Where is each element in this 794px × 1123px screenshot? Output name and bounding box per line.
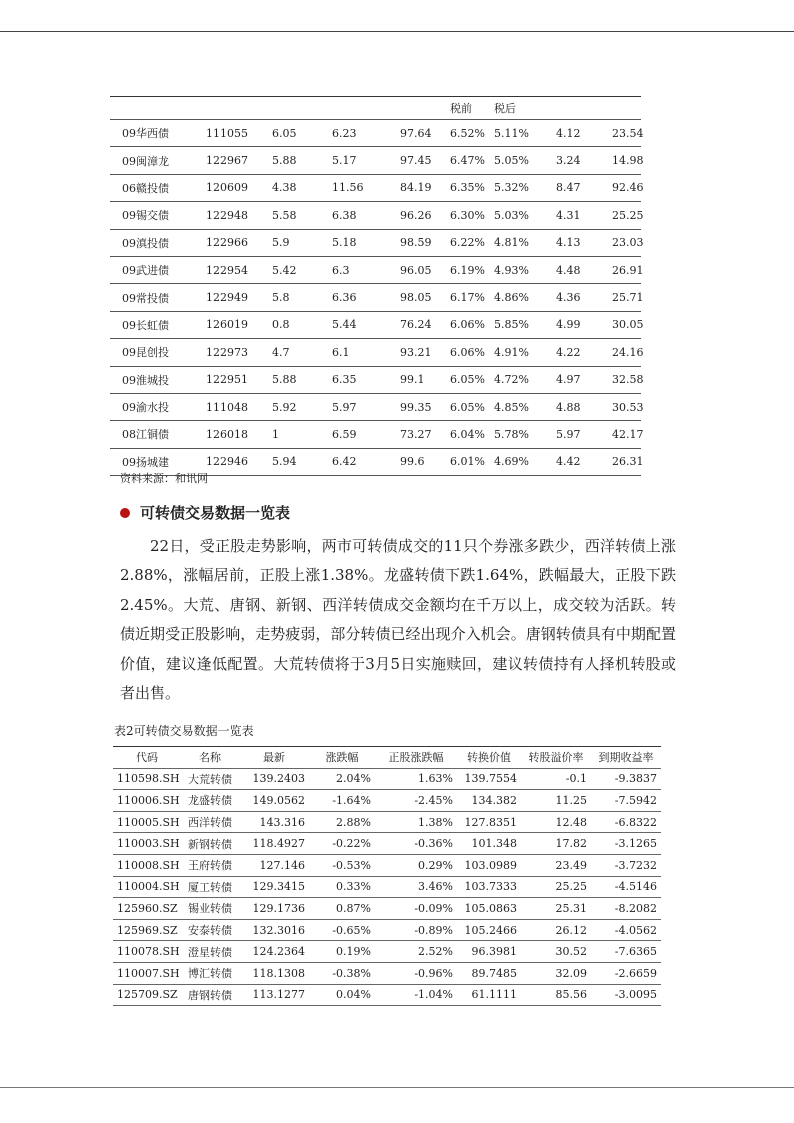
table-cell: 2.04% — [309, 768, 375, 790]
table-cell: 6.38 — [304, 202, 368, 229]
table-cell: 4.99 — [538, 311, 582, 338]
table-cell: 25.31 — [521, 898, 591, 920]
table-cell: 5.42 — [252, 256, 304, 283]
table-cell: 30.52 — [521, 941, 591, 963]
table-cell: 12.48 — [521, 811, 591, 833]
table-cell: 105.0863 — [457, 898, 521, 920]
table-cell: 6.23 — [304, 120, 368, 147]
table-cell: 6.1 — [304, 339, 368, 366]
table-cell: 26.12 — [521, 919, 591, 941]
table-cell: 134.382 — [457, 790, 521, 812]
table-cell: -2.6659 — [591, 962, 661, 984]
table-cell: 5.85% — [488, 311, 538, 338]
table-cell: 6.06% — [442, 311, 488, 338]
table-cell: 127.146 — [239, 854, 309, 876]
table-cell: 2.52% — [375, 941, 457, 963]
table-cell: 4.42 — [538, 448, 582, 475]
table-cell: 129.3415 — [239, 876, 309, 898]
table-cell: 澄星转债 — [181, 941, 239, 963]
table-cell — [582, 97, 641, 120]
table-cell: 08江铜债 — [110, 421, 186, 448]
table-cell: 0.33% — [309, 876, 375, 898]
table-cell: 89.7485 — [457, 962, 521, 984]
column-header: 涨跌幅 — [309, 747, 375, 769]
table-cell: 149.0562 — [239, 790, 309, 812]
table-cell: 4.31 — [538, 202, 582, 229]
table-cell: 6.05% — [442, 366, 488, 393]
table-cell: 09锡交债 — [110, 202, 186, 229]
table-cell: 1.63% — [375, 768, 457, 790]
table-cell: 6.05% — [442, 393, 488, 420]
table-cell: 110007.SH — [113, 962, 181, 984]
table-cell: 129.1736 — [239, 898, 309, 920]
table-cell: -0.65% — [309, 919, 375, 941]
table-cell: 76.24 — [368, 311, 442, 338]
table-cell: 122951 — [186, 366, 252, 393]
table-row — [110, 311, 641, 338]
column-header: 转股溢价率 — [521, 747, 591, 769]
table-cell: 97.64 — [368, 120, 442, 147]
table-cell: 5.9 — [252, 229, 304, 256]
table-cell: 5.78% — [488, 421, 538, 448]
table-cell: 09华西债 — [110, 120, 186, 147]
table-cell: 3.46% — [375, 876, 457, 898]
table-cell: -0.22% — [309, 833, 375, 855]
table-row — [110, 174, 641, 201]
table-cell: 5.18 — [304, 229, 368, 256]
table-cell: 09淮城投 — [110, 366, 186, 393]
table-cell: 5.97 — [538, 421, 582, 448]
table-cell: 0.8 — [252, 311, 304, 338]
table-cell: 4.12 — [538, 120, 582, 147]
table-cell: 5.11% — [488, 120, 538, 147]
table-cell: 99.35 — [368, 393, 442, 420]
table-cell: 6.42 — [304, 448, 368, 475]
convertible-bond-table — [113, 746, 661, 1006]
table-cell: 6.06% — [442, 339, 488, 366]
table-row — [113, 876, 661, 898]
table-row — [110, 202, 641, 229]
table-row — [113, 811, 661, 833]
table-cell: 6.36 — [304, 284, 368, 311]
table-cell: 8.47 — [538, 174, 582, 201]
table-cell: 126019 — [186, 311, 252, 338]
table-cell: 唐钢转债 — [181, 984, 239, 1006]
table-cell: -4.0562 — [591, 919, 661, 941]
table-cell: -6.8322 — [591, 811, 661, 833]
table-cell — [368, 97, 442, 120]
table-cell: 09武进债 — [110, 256, 186, 283]
table-cell: 6.22% — [442, 229, 488, 256]
table-cell: 厦工转债 — [181, 876, 239, 898]
table-row — [113, 962, 661, 984]
table-cell: 73.27 — [368, 421, 442, 448]
table-cell: 126018 — [186, 421, 252, 448]
table-cell: 125960.SZ — [113, 898, 181, 920]
table-cell: -1.04% — [375, 984, 457, 1006]
table-cell: 6.47% — [442, 147, 488, 174]
table-cell: -0.36% — [375, 833, 457, 855]
table-row — [110, 421, 641, 448]
table-cell: 1.38% — [375, 811, 457, 833]
table-cell: 09闽漳龙 — [110, 147, 186, 174]
table-cell: 09渝水投 — [110, 393, 186, 420]
table-cell: 5.17 — [304, 147, 368, 174]
table-cell: 龙盛转债 — [181, 790, 239, 812]
table-cell: 5.88 — [252, 147, 304, 174]
table-cell: 96.26 — [368, 202, 442, 229]
table-cell: 99.6 — [368, 448, 442, 475]
table-cell: 61.1111 — [457, 984, 521, 1006]
body-paragraph — [120, 532, 676, 708]
table-cell — [304, 97, 368, 120]
table-cell: 120609 — [186, 174, 252, 201]
table-cell: 5.92 — [252, 393, 304, 420]
table-cell: 122973 — [186, 339, 252, 366]
table-cell: 24.16 — [582, 339, 641, 366]
table-row — [110, 229, 641, 256]
table-cell: 99.1 — [368, 366, 442, 393]
table-cell: 105.2466 — [457, 919, 521, 941]
table-cell: 110005.SH — [113, 811, 181, 833]
table-cell: 98.05 — [368, 284, 442, 311]
table-cell: 5.97 — [304, 393, 368, 420]
table-cell: 103.0989 — [457, 854, 521, 876]
table-cell: -4.5146 — [591, 876, 661, 898]
table-cell: 124.2364 — [239, 941, 309, 963]
table-cell: 5.58 — [252, 202, 304, 229]
bullet-icon — [120, 508, 130, 518]
table-cell: 4.91% — [488, 339, 538, 366]
table-cell: 6.17% — [442, 284, 488, 311]
table-cell: 4.72% — [488, 366, 538, 393]
table-cell: 西洋转债 — [181, 811, 239, 833]
table-cell: 税前 — [442, 97, 488, 120]
table2-header-row — [113, 747, 661, 769]
table-row — [110, 339, 641, 366]
table-cell: 大荒转债 — [181, 768, 239, 790]
table-cell: 4.88 — [538, 393, 582, 420]
table-row — [113, 768, 661, 790]
table-row — [113, 941, 661, 963]
section-title: 可转债交易数据一览表 — [140, 504, 291, 522]
table-cell: -8.2082 — [591, 898, 661, 920]
table-cell: 6.3 — [304, 256, 368, 283]
table-cell: 96.05 — [368, 256, 442, 283]
table-cell: 23.03 — [582, 229, 641, 256]
table-row — [113, 984, 661, 1006]
table-cell: 06赣投债 — [110, 174, 186, 201]
table-cell: -1.64% — [309, 790, 375, 812]
table-cell: 4.7 — [252, 339, 304, 366]
table-cell — [538, 97, 582, 120]
table-cell: 110008.SH — [113, 854, 181, 876]
table-cell: 4.86% — [488, 284, 538, 311]
table-cell: 新钢转债 — [181, 833, 239, 855]
table-cell: 11.25 — [521, 790, 591, 812]
table-row — [110, 284, 641, 311]
table-cell: 6.52% — [442, 120, 488, 147]
table-cell: 139.7554 — [457, 768, 521, 790]
table-cell: 09扬城建 — [110, 448, 186, 475]
table-cell: 139.2403 — [239, 768, 309, 790]
table-cell: 103.7333 — [457, 876, 521, 898]
table-cell: 王府转债 — [181, 854, 239, 876]
table-cell: 125969.SZ — [113, 919, 181, 941]
table-cell: 122967 — [186, 147, 252, 174]
table-cell: 93.21 — [368, 339, 442, 366]
table-row — [113, 854, 661, 876]
table-cell: -3.1265 — [591, 833, 661, 855]
table-cell: 0.19% — [309, 941, 375, 963]
table-cell: 09昆创投 — [110, 339, 186, 366]
table-cell: 118.4927 — [239, 833, 309, 855]
table-cell: 32.09 — [521, 962, 591, 984]
table-cell: 42.17 — [582, 421, 641, 448]
table-cell: 17.82 — [521, 833, 591, 855]
table-cell: 32.58 — [582, 366, 641, 393]
table-cell: 6.30% — [442, 202, 488, 229]
table-cell: 84.19 — [368, 174, 442, 201]
table-cell: 25.25 — [521, 876, 591, 898]
table-cell: 110078.SH — [113, 941, 181, 963]
table-cell: -0.09% — [375, 898, 457, 920]
table-cell: 101.348 — [457, 833, 521, 855]
table-cell: 96.3981 — [457, 941, 521, 963]
table-row — [110, 147, 641, 174]
table-cell: 122948 — [186, 202, 252, 229]
table-row — [113, 833, 661, 855]
table-cell: 113.1277 — [239, 984, 309, 1006]
table-cell: 111055 — [186, 120, 252, 147]
table-cell: -3.0095 — [591, 984, 661, 1006]
table-cell: 92.46 — [582, 174, 641, 201]
column-header: 正股涨跌幅 — [375, 747, 457, 769]
table-cell: 4.36 — [538, 284, 582, 311]
table-cell: 25.71 — [582, 284, 641, 311]
table-cell: 25.25 — [582, 202, 641, 229]
table-cell: 122946 — [186, 448, 252, 475]
table-cell: 安泰转债 — [181, 919, 239, 941]
table-header-row — [110, 97, 641, 120]
table-row — [113, 790, 661, 812]
column-header: 到期收益率 — [591, 747, 661, 769]
table-row — [110, 393, 641, 420]
table-cell: -0.96% — [375, 962, 457, 984]
table-cell: 0.87% — [309, 898, 375, 920]
table-cell: 锡业转债 — [181, 898, 239, 920]
table-cell: 30.53 — [582, 393, 641, 420]
table-cell — [186, 97, 252, 120]
table-cell: 税后 — [488, 97, 538, 120]
table-cell: 4.22 — [538, 339, 582, 366]
table-cell: 110006.SH — [113, 790, 181, 812]
table-cell: 110003.SH — [113, 833, 181, 855]
table-cell: 110598.SH — [113, 768, 181, 790]
table-cell: 14.98 — [582, 147, 641, 174]
section-heading — [120, 502, 290, 523]
table-cell: -2.45% — [375, 790, 457, 812]
table-row — [113, 898, 661, 920]
table-cell: 97.45 — [368, 147, 442, 174]
table-cell: -3.7232 — [591, 854, 661, 876]
table2-caption: 表2可转债交易数据一览表 — [114, 724, 254, 738]
table-cell: 6.05 — [252, 120, 304, 147]
table-cell: 0.29% — [375, 854, 457, 876]
table-cell: 26.31 — [582, 448, 641, 475]
table-cell: 博汇转债 — [181, 962, 239, 984]
table-cell: 127.8351 — [457, 811, 521, 833]
table-cell: 4.85% — [488, 393, 538, 420]
footer-rule — [0, 1087, 794, 1088]
bond-table — [110, 96, 644, 476]
column-header: 代码 — [113, 747, 181, 769]
table-cell: 3.24 — [538, 147, 582, 174]
table-cell: 6.04% — [442, 421, 488, 448]
table-cell: 4.81% — [488, 229, 538, 256]
table-cell: 6.19% — [442, 256, 488, 283]
table-row — [110, 120, 641, 147]
table-cell: 143.316 — [239, 811, 309, 833]
table-cell: 5.8 — [252, 284, 304, 311]
table-cell: 4.93% — [488, 256, 538, 283]
table-cell: 122966 — [186, 229, 252, 256]
table-cell: 2.88% — [309, 811, 375, 833]
table-cell: 4.13 — [538, 229, 582, 256]
table-cell: -0.89% — [375, 919, 457, 941]
table-row — [110, 256, 641, 283]
table-cell: 6.01% — [442, 448, 488, 475]
table-cell: 09常投债 — [110, 284, 186, 311]
table-cell — [252, 97, 304, 120]
table-cell: 6.35% — [442, 174, 488, 201]
table-cell: 11.56 — [304, 174, 368, 201]
table-cell: 23.49 — [521, 854, 591, 876]
table-cell: 122949 — [186, 284, 252, 311]
column-header: 最新 — [239, 747, 309, 769]
table-cell: 09长虹债 — [110, 311, 186, 338]
table-cell: 4.69% — [488, 448, 538, 475]
header-rule — [0, 31, 794, 32]
table-cell: 4.48 — [538, 256, 582, 283]
table-cell: 23.54 — [582, 120, 641, 147]
table-cell: -0.1 — [521, 768, 591, 790]
table-cell: -7.6365 — [591, 941, 661, 963]
table-row — [110, 366, 641, 393]
table-cell: 5.44 — [304, 311, 368, 338]
table-cell: -7.5942 — [591, 790, 661, 812]
table-cell: 122954 — [186, 256, 252, 283]
table-row — [113, 919, 661, 941]
table-cell: 125709.SZ — [113, 984, 181, 1006]
table-cell: 85.56 — [521, 984, 591, 1006]
table-cell: 5.94 — [252, 448, 304, 475]
table-cell: 30.05 — [582, 311, 641, 338]
table-cell: 132.3016 — [239, 919, 309, 941]
table-cell: 0.04% — [309, 984, 375, 1006]
table-cell: 110004.SH — [113, 876, 181, 898]
table-cell: 6.59 — [304, 421, 368, 448]
table-cell: 5.32% — [488, 174, 538, 201]
table-cell: -9.3837 — [591, 768, 661, 790]
table-cell: 5.05% — [488, 147, 538, 174]
table-cell: 118.1308 — [239, 962, 309, 984]
table-cell: -0.53% — [309, 854, 375, 876]
table-cell: 26.91 — [582, 256, 641, 283]
table-cell: 98.59 — [368, 229, 442, 256]
table-cell: -0.38% — [309, 962, 375, 984]
column-header: 名称 — [181, 747, 239, 769]
table-cell: 111048 — [186, 393, 252, 420]
table-cell: 4.38 — [252, 174, 304, 201]
paragraph-text: 22日，受正股走势影响，两市可转债成交的11只个券涨多跌少，西洋转债上涨2.88%，涨幅居前，正股上涨1.38%。龙盛转债下跌1.64%，跌幅最大，正股下跌2.45%。大荒、唐钢、新钢、西洋转债成交金额均在千万以上，成交较为活跃。转债近期受正股影响，走势疲弱，部分转债已经出现介入机会。唐钢转债具有中期配置价值，建议逢低配置。大荒转债将于3月5日实施赎回，建议转债持有人择机转股或者出售。 — [120, 537, 676, 703]
column-header: 转换价值 — [457, 747, 521, 769]
table-cell — [110, 97, 186, 120]
table-cell: 09滇投债 — [110, 229, 186, 256]
source-note: 资料来源：和讯网 — [120, 472, 208, 485]
table-cell: 5.88 — [252, 366, 304, 393]
table-cell: 5.03% — [488, 202, 538, 229]
table-cell: 4.97 — [538, 366, 582, 393]
table-cell: 6.35 — [304, 366, 368, 393]
table-cell: 1 — [252, 421, 304, 448]
